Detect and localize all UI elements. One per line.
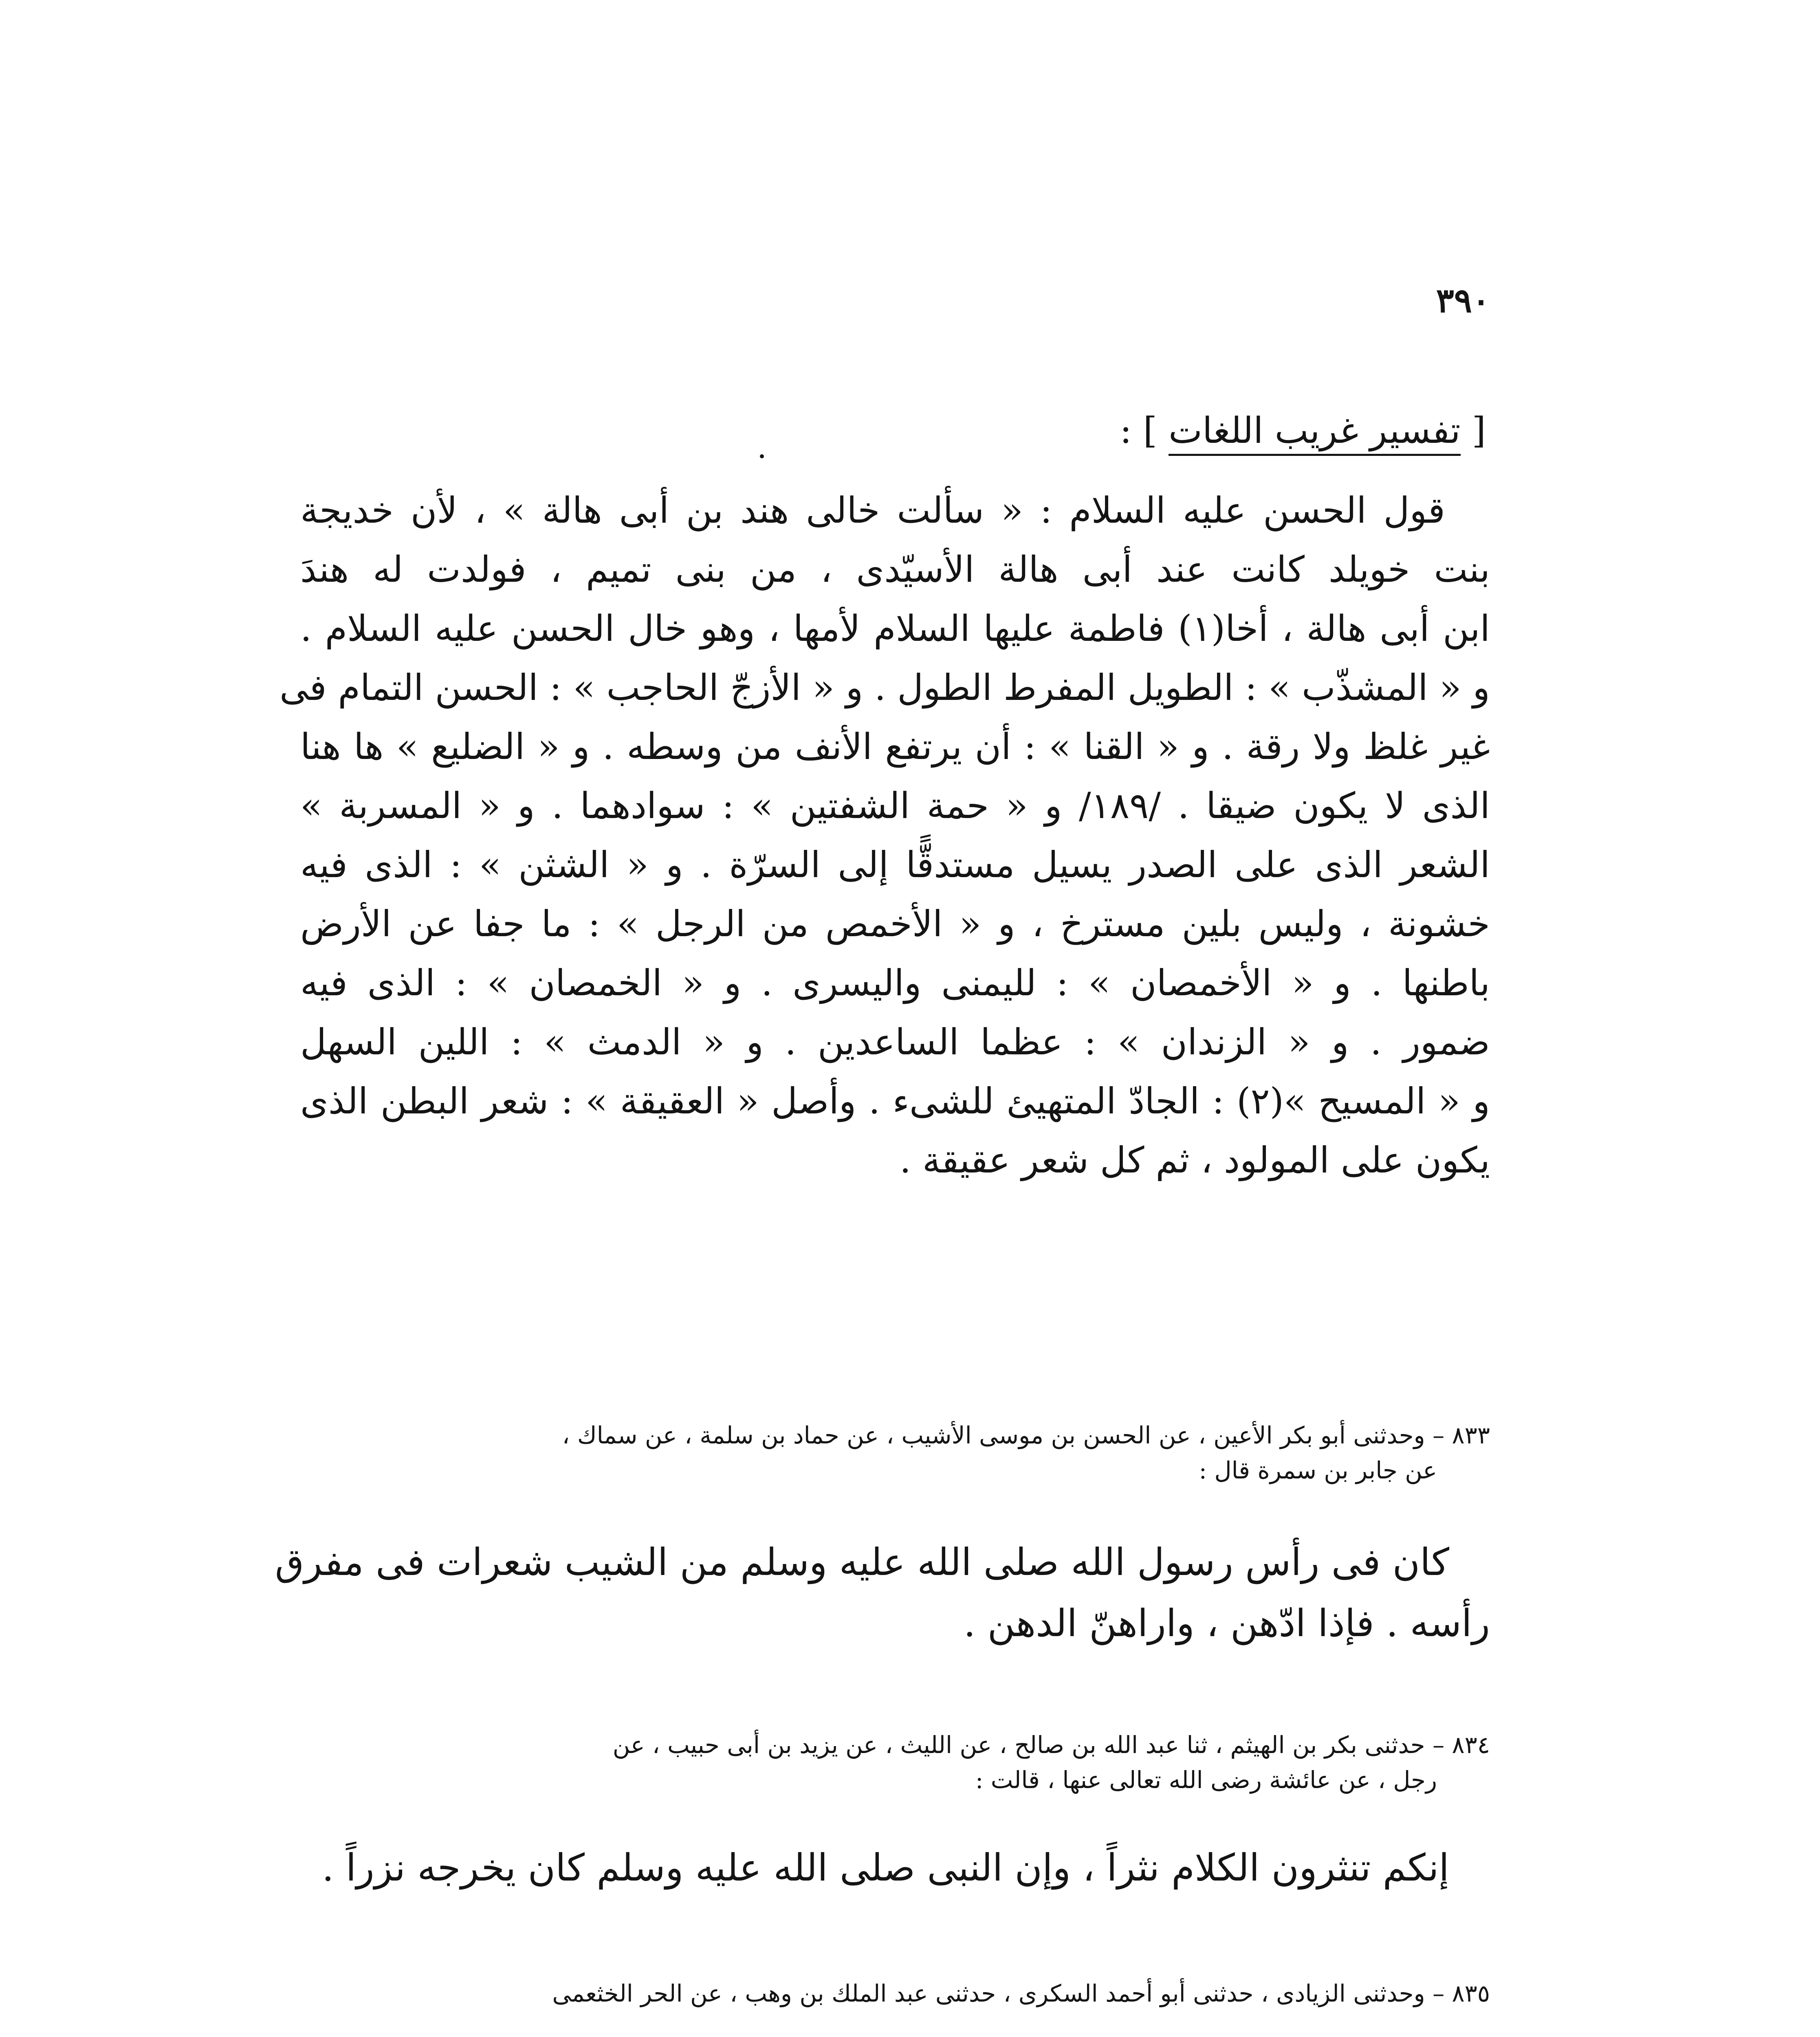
hadith-835-isnad [276, 1976, 1490, 2011]
glossary-line: يكون على المولود ، ثم كل شعر عقيقة . [900, 1139, 1490, 1181]
heading-open-bracket: [ [1472, 409, 1486, 451]
page-number: ٣٩٠ [1436, 281, 1490, 320]
glossary-line: و « المشذّب » : الطويل المفرط الطول . و « الأزجّ الحاجب » : الحسن التمام فى [279, 667, 1490, 708]
hadith-line: إنكم تنثرون الكلام نثراً ، وإن النبى صلى الله عليه وسلم كان يخرجه نزراً . [322, 1846, 1449, 1890]
glossary-line: باطنها . و « الأخمصان » : لليمنى واليسرى . و « الخمصان » : الذى فيه [300, 962, 1490, 1004]
hadith-834-isnad [276, 1727, 1490, 1797]
glossary-paragraph [279, 481, 1490, 1190]
glossary-line: الشعر الذى على الصدر يسيل مستدقًّا إلى السرّة . و « الشثن » : الذى فيه [300, 844, 1490, 886]
glossary-line: قول الحسن عليه السلام : « سألت خالى هند بن أبى هالة » ، لأن خديجة [300, 489, 1445, 531]
hadith-line: رأسه . فإذا ادّهن ، واراهنّ الدهن . [964, 1601, 1490, 1645]
hadith-line: كان فى رأس رسول الله صلى الله عليه وسلم من الشيب شعرات فى مفرق [275, 1540, 1449, 1584]
isnad-line: ٨٣٣ – وحدثنى أبو بكر الأعين ، عن الحسن بن موسى الأشيب ، عن حماد بن سلمة ، عن سماك ، [562, 1421, 1490, 1449]
isnad-line: عن جابر بن سمرة قال : [1199, 1456, 1437, 1484]
glossary-line: و « المسيح »(٢) : الجادّ المتهيئ للشىء . وأصل « العقيقة » : شعر البطن الذى [300, 1080, 1490, 1122]
hadith-833-text [275, 1532, 1490, 1654]
glossary-line: ضمور . و « الزندان » : عظما الساعدين . و « الدمث » : اللين السهل [300, 1021, 1490, 1063]
glossary-line: الذى لا يكون ضيقا . /١٨٩/ و « حمة الشفتين » : سوادهما . و « المسربة » [300, 785, 1490, 827]
glossary-line: خشونة ، وليس بلين مسترخ ، و « الأخمص من الرجل » : ما جفا عن الأرض [300, 903, 1490, 945]
heading-title: تفسير غريب اللغات [1169, 409, 1461, 456]
hadith-834-text [300, 1837, 1490, 1898]
section-heading [1120, 409, 1486, 451]
heading-close: ] : [1120, 409, 1158, 451]
glossary-line: ابن أبى هالة ، أخا(١) فاطمة عليها السلام لأمها ، وهو خال الحسن عليه السلام . [300, 607, 1490, 649]
isnad-line: ٨٣٤ – حدثنى بكر بن الهيثم ، ثنا عبد الله بن صالح ، عن الليث ، عن يزيد بن أبى حبيب ، عن [612, 1731, 1490, 1759]
isnad-line: ٨٣٥ – وحدثنى الزيادى ، حدثنى أبو أحمد السكرى ، حدثنى عبد الملك بن وهب ، عن الحر الخثعمى [552, 1980, 1490, 2007]
glossary-line: غير غلظ ولا رقة . و « القنا » : أن يرتفع الأنف من وسطه . و « الضليع » ها هنا [300, 726, 1490, 768]
hadith-833-isnad [276, 1418, 1490, 1488]
stray-ink-dot [760, 454, 764, 458]
glossary-line: بنت خويلد كانت عند أبى هالة الأسيّدى ، من بنى تميم ، فولدت له هندَ [300, 548, 1490, 590]
isnad-line: رجل ، عن عائشة رضى الله تعالى عنها ، قالت : [975, 1766, 1437, 1794]
